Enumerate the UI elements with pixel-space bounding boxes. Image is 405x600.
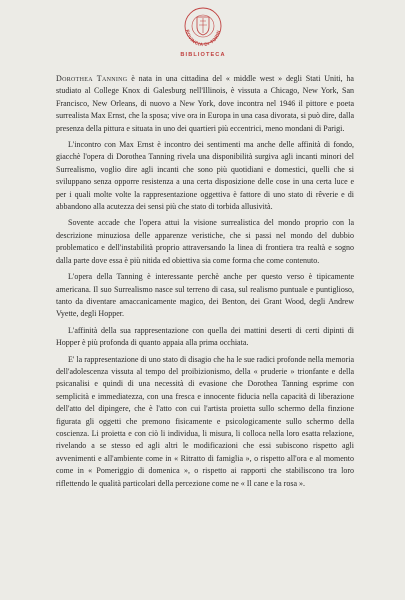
paragraph: L'affinità della sua rappresentazione con quella dei mattini deserti di certi dipinti di Hopper è più profonda di quanto appaia alla prima occhiata.	[56, 325, 354, 348]
paragraph: L'incontro con Max Ernst è incontro dei sentimenti ma anche delle affinità di fondo, giacchè l'opera di Dorothea Tanning rivela una disponibilità surgiva agli incanti minori del Surrealismo, voglio dire agli incanti che sono più quotidiani e domestici, quelli che si sviluppano senza opporre resistenza a una certa disposizione delle cose in una certa luce e per i quali molte volte la rappresentazione oggettiva è fattore di uno stato di rêverie e di abbandono alla acutezza dei sensi più che stato di torbida allusività.	[56, 140, 354, 212]
paragraph: Dorothea Tanning è nata in una cittadina del « middle west » degli Stati Uniti, ha studiato al College Knox di Galesburg nell'Illinois, è vissuta a Chicago, New York, San Francisco, New Orleans, di nuovo a New York, dove incontra nel 1946 il pittore e poeta surrealista Max Ernst, che la sposa; vive ora in Europa in una casa divorata, si può dire, dalla presenza della pittura e situata in uno dei quartieri più eccentrici, meno mondani di Parigi.	[56, 74, 354, 133]
stamp-ring-text: ROVINCIA DI TORIN	[184, 29, 222, 48]
paragraph: Sovente accade che l'opera attui la visione surrealistica del mondo proprio con la descrizione minuziosa delle apparenze veristiche, che si passi nel mondo del dubbio problematico e dell'instabilità proprio attraversando la linea di frontiera tra realtà e sogno dalla parte dove essa è più nitida ed obiettiva sia come forma che come contenuto.	[56, 218, 354, 265]
stamp-label: BIBLIOTECA	[180, 52, 226, 58]
library-seal-icon	[173, 6, 233, 52]
library-stamp	[173, 6, 233, 64]
paragraph: E' la rappresentazione di uno stato di disagio che ha le sue radici profonde nella memoria dell'adolescenza vissuta al tempo del proibizionismo, della « pruderie » trionfante e della psicanalisi e quindi di una necessità di evasione che Dorothea Tanning esprime con semplicità e immediatezza, con una fresca e innocente fiducia nella capacità di liberazione dell'atto del dipingere, che è l'atto con cui l'artista proietta sullo schermo della finzione figurata gli oggetti che premono fisicamente e psicologicamente sullo schermo della coscienza. Li proietta e con ciò li individua, li misura, li colloca nella loro esatta relazione, rivelando a se stesso ed agli altri le modificazioni che essi subiscono rispetto agli avvenimenti e all'ambiente come in « Ritratto di famiglia », o rispetto all'ora e al momento come in « Pomeriggio di domenica », o rispetto ai rapporti che stabiliscono tra loro riflettendo le qualità particolari della percezione come ne « Il cane e la rosa ».	[56, 354, 354, 488]
body-text	[56, 73, 354, 494]
paragraph: L'opera della Tanning è interessante perchè anche per questo verso è tipicamente americana. Il suo Surrealismo nasce sul terreno di casa, sul realismo puntuale e puntiglioso, tanto da diventare amaccanicamente magico, dei Benton, dei Grant Wood, degli Andrew Vyette, degli Hopper.	[56, 272, 354, 319]
author-name: Dorothea Tanning	[56, 74, 128, 83]
